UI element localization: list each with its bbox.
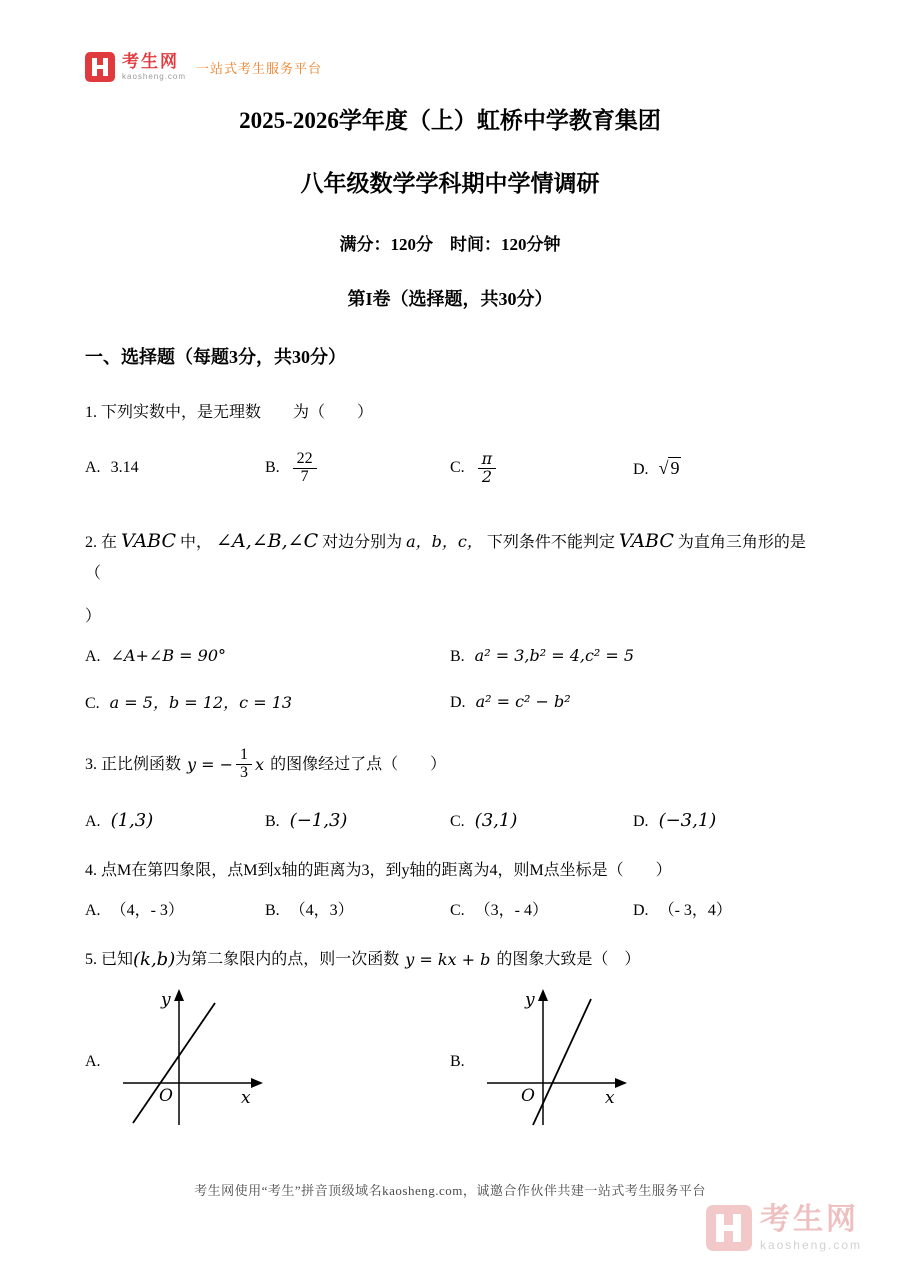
doc-subtitle: 八年级数学学科期中学情调研 [300, 171, 600, 196]
x-axis-label: x [240, 1088, 251, 1109]
question-4 [85, 859, 815, 920]
header-logo [85, 48, 815, 86]
q3-denominator: 3 [240, 764, 249, 782]
q1-option-c-fraction [478, 448, 497, 486]
page-footer: 考生网使用“考生”拼音顶级域名kaosheng.com，诚邀合作伙伴共建一站式考生服务平台 [194, 1183, 706, 1198]
q5-graph-a-label: A. [85, 1053, 101, 1071]
graph-b-plot [479, 987, 629, 1137]
q3-option-a [85, 810, 265, 831]
q3-option-d-value: (−3,1) [658, 810, 717, 832]
q1-option-a [85, 459, 265, 477]
q1-option-a-value: 3.14 [110, 459, 139, 476]
function-line [133, 1003, 215, 1123]
q1-option-b-fraction [293, 451, 317, 486]
q3-option-a-value: (1,3) [110, 810, 154, 832]
q1-c-numerator: π [478, 451, 497, 469]
question-1 [85, 401, 815, 493]
q1-b-denominator: 7 [300, 467, 309, 485]
y-axis-label: y [524, 990, 535, 1011]
q1-d-radicand: 9 [670, 457, 680, 478]
question-3 [85, 747, 815, 831]
q1-option-c [450, 448, 633, 486]
q3-option-b-label: B. [265, 813, 280, 831]
q3-option-b [265, 810, 450, 831]
watermark-logo-icon [706, 1205, 752, 1251]
q3-options [85, 810, 815, 831]
section-header: 一、选择题（每题3分，共30分） [85, 347, 346, 367]
volume-header: 第I卷（选择题，共30分） [347, 289, 553, 309]
q2-sides: a，b，c， [406, 532, 483, 551]
q3-option-a-label: A. [85, 813, 101, 831]
watermark-domain: kaosheng.com [759, 1238, 862, 1252]
y-axis-arrow [538, 989, 548, 1001]
q3-option-c-label: C. [450, 813, 465, 831]
q2-option-a [85, 646, 450, 666]
q1-option-c-label: C. [450, 458, 465, 476]
watermark-brand: 考生网 [759, 1203, 859, 1236]
q2-text-1: 2. 在 [85, 534, 118, 551]
q1-options [85, 443, 815, 493]
q3-fraction [236, 747, 252, 782]
q3-option-c [450, 810, 633, 831]
watermark-text [760, 1205, 862, 1251]
q1-option-d [633, 458, 815, 479]
question-2 [85, 523, 815, 713]
q3-option-b-value: (−1,3) [289, 810, 348, 832]
x-axis-label: x [604, 1088, 615, 1109]
q4-option-a-value: （4，- 3） [110, 902, 184, 920]
q2-option-d [450, 692, 815, 712]
q5-graphs [85, 987, 815, 1137]
q1-option-d-radical [659, 457, 682, 478]
q2-option-b [450, 646, 815, 666]
q4-option-d-label: D. [633, 902, 649, 920]
q3-equation-prefix: y = − [187, 754, 234, 774]
q2-option-d-label: D. [450, 693, 466, 711]
y-axis-arrow [174, 989, 184, 1001]
q5-graph-b-label: B. [450, 1053, 465, 1071]
q4-option-b-label: B. [265, 902, 280, 920]
q5-equation: y = kx + b [405, 949, 491, 969]
q5-point-kb: (k,b) [133, 949, 176, 971]
q4-option-a-label: A. [85, 902, 101, 920]
brand-domain: kaosheng.com [122, 72, 187, 81]
graph-a-plot [115, 987, 265, 1137]
q2-option-c-value: a = 5，b = 12，c = 13 [109, 693, 293, 713]
q3-text-2: 的图像经过了点（ ） [270, 755, 447, 773]
q4-option-a [85, 897, 265, 920]
q5-text-1: 5. 已知 [85, 950, 134, 968]
origin-label: O [520, 1086, 535, 1107]
q4-stem: 4. 点M在第四象限，点M到x轴的距离为3，到y轴的距离为4，则M点坐标是（ ） [85, 862, 672, 880]
q2-option-b-value: a² = 3,b² = 4,c² = 5 [474, 646, 635, 666]
kaosheng-logo-icon [85, 52, 115, 82]
q2-options-ab [85, 646, 815, 666]
q3-text-1: 3. 正比例函数 [85, 755, 182, 773]
q2-option-c [85, 690, 450, 713]
q5-text-3: 的图象大致是（ ） [496, 950, 641, 968]
q4-option-c [450, 897, 633, 920]
brand-tagline: 一站式考生服务平台 [196, 60, 323, 76]
q1-c-denominator: 2 [481, 466, 493, 486]
origin-label: O [158, 1086, 173, 1107]
q5-graph-b [450, 987, 629, 1137]
q5-stem [85, 946, 815, 973]
q5-text-2: 为第二象限内的点，则一次函数 [175, 950, 400, 968]
q1-option-b-label: B. [265, 458, 280, 476]
score-time: 满分：120分 时间：120分钟 [339, 235, 561, 254]
y-axis-label: y [160, 990, 171, 1011]
q3-numerator: 1 [236, 747, 252, 765]
q4-option-d-value: （- 3，4） [658, 902, 732, 920]
q5-graph-a [85, 987, 450, 1137]
q1-b-numerator: 22 [293, 451, 317, 469]
doc-title: 2025-2026学年度（上）虹桥中学教育集团 [239, 108, 661, 133]
function-line [533, 999, 591, 1125]
q4-option-c-label: C. [450, 902, 465, 920]
brand-text [122, 53, 186, 81]
q4-option-b [265, 897, 450, 920]
q1-stem: 1. 下列实数中，是无理数 为（ ） [85, 404, 374, 421]
brand-name: 考生网 [122, 52, 179, 71]
q4-option-b-value: （4，3） [289, 902, 354, 920]
q2-option-a-value: ∠A+∠B = 90° [110, 646, 227, 666]
q2-text-2: 中， [180, 534, 213, 551]
q2-option-d-value: a² = c² − b² [475, 691, 571, 711]
q4-option-c-value: （3，- 4） [474, 902, 549, 920]
x-axis-arrow [615, 1078, 627, 1088]
x-axis-arrow [251, 1078, 263, 1088]
q4-options [85, 897, 815, 920]
q3-option-d [633, 810, 815, 831]
radical-sign: √ [658, 457, 669, 478]
q2-options-cd [85, 690, 815, 713]
q2-option-c-label: C. [85, 695, 100, 713]
q3-option-d-label: D. [633, 813, 649, 831]
q1-option-d-label: D. [633, 460, 649, 478]
q2-angles: ∠A,∠B,∠C [216, 530, 319, 552]
question-5 [85, 946, 815, 1137]
q2-stem [85, 523, 815, 589]
q2-text-3: 对边分别为 [322, 534, 403, 551]
q1-option-b [265, 451, 450, 486]
q2-option-a-label: A. [85, 648, 101, 666]
q2-close-paren: ） [85, 608, 102, 626]
q3-variable: x [255, 754, 265, 774]
q4-option-d [633, 897, 815, 920]
q3-option-c-value: (3,1) [474, 810, 518, 832]
q2-option-b-label: B. [450, 648, 465, 666]
q3-stem [85, 747, 815, 782]
watermark-logo [706, 1205, 862, 1251]
q2-triangle-abc-1: VABC [121, 530, 177, 552]
q2-text-5: 为直角三角形的是（ [85, 534, 806, 583]
q2-text-4: 下列条件不能判定 [486, 534, 615, 551]
q1-option-a-label: A. [85, 459, 101, 476]
q2-triangle-abc-2: VABC [618, 530, 674, 552]
